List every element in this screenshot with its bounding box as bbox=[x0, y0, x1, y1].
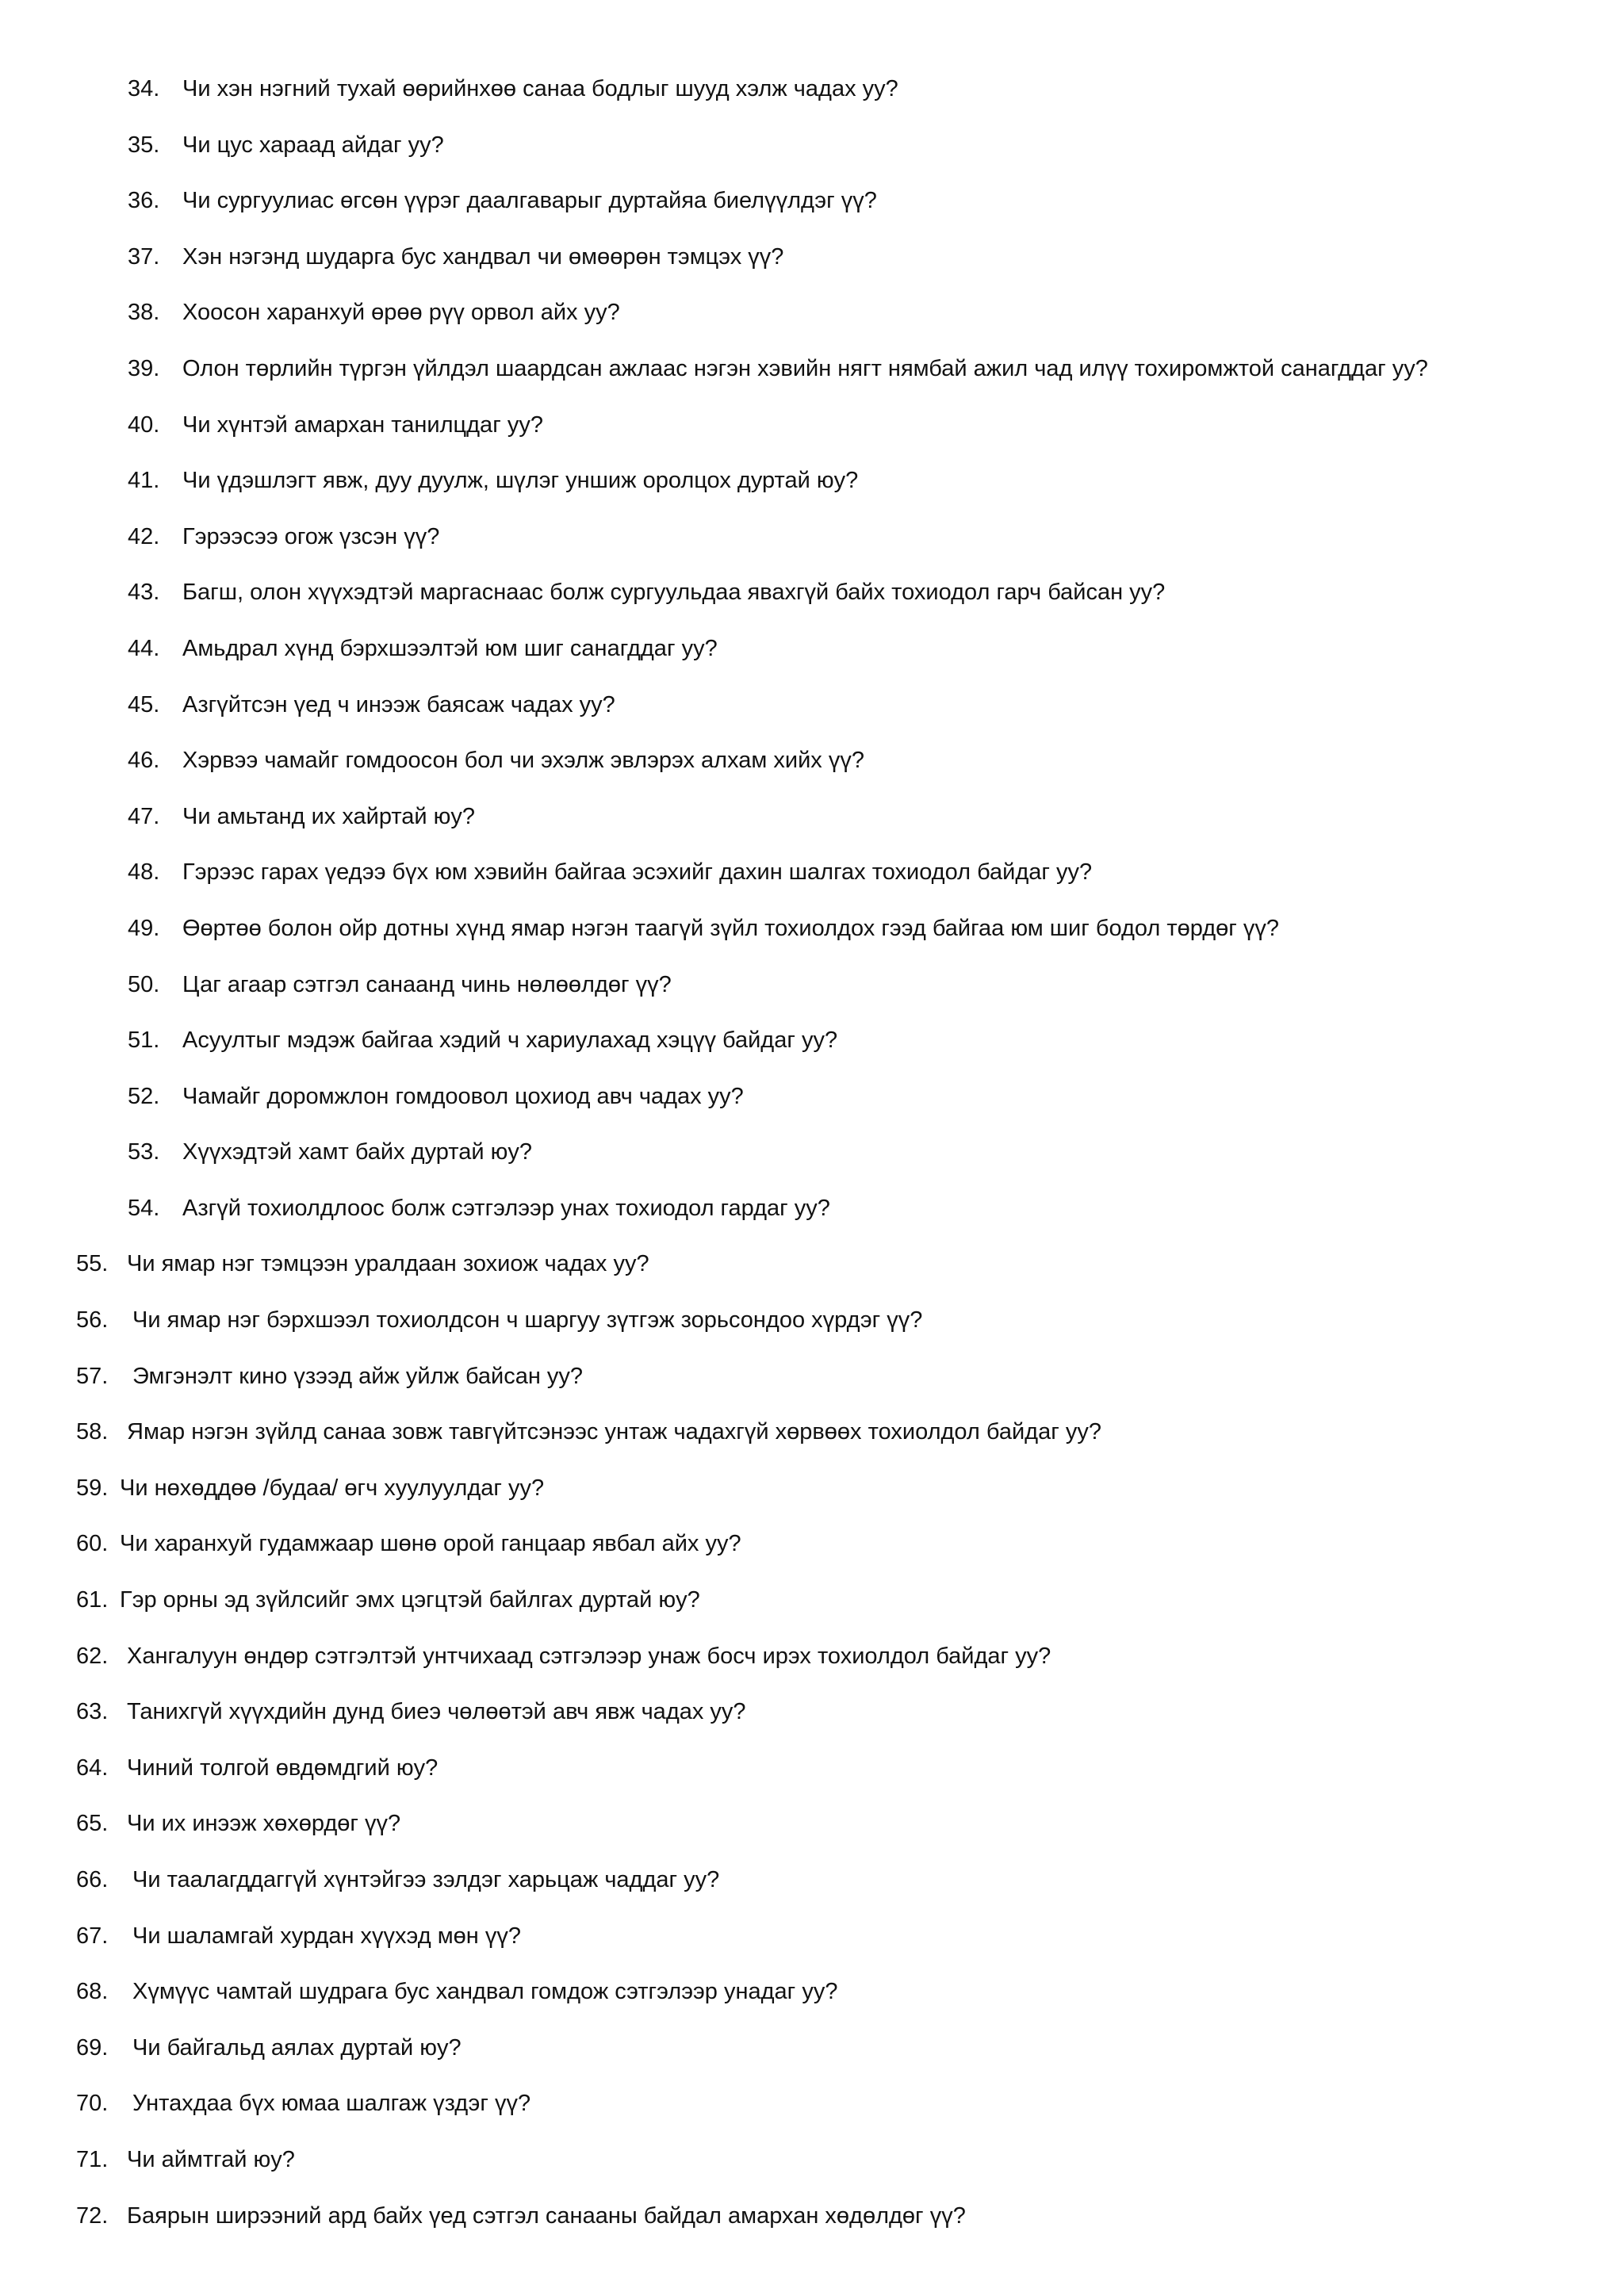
question-text: Чи хэн нэгний тухай өөрийнхөө санаа бодлыг шууд хэлж чадах уу? bbox=[182, 76, 898, 101]
question-number: 41. bbox=[128, 468, 160, 494]
question-text: Хэн нэгэнд шударга бус хандвал чи өмөөрөн тэмцэх үү? bbox=[182, 243, 784, 270]
question-number: 53. bbox=[128, 1139, 160, 1165]
question-item bbox=[0, 970, 1624, 1027]
question-number: 36. bbox=[128, 188, 160, 214]
question-number: 49. bbox=[128, 915, 160, 941]
question-list bbox=[0, 75, 1624, 2257]
question-text: Чи амьтанд их хайртай юу? bbox=[182, 803, 476, 829]
question-text: Чи цус хараад айдаг уу? bbox=[182, 132, 444, 158]
question-item bbox=[0, 914, 1624, 970]
question-item bbox=[0, 411, 1624, 467]
question-item bbox=[0, 1194, 1624, 1250]
question-text: Чи таалагддаггүй хүнтэйгээ зэлдэг харьцаж чаддаг уу? bbox=[132, 1867, 720, 1892]
question-text: Чи ямар нэг бэрхшээл тохиолдсон ч шаргуу зүтгэж зорьсондоо хүрдэг үү? bbox=[132, 1307, 923, 1334]
question-text: Чи сургуулиас өгсөн үүрэг даалгаварыг дуртайяа биелүүлдэг үү? bbox=[182, 188, 877, 214]
question-item bbox=[0, 2089, 1624, 2145]
question-number: 40. bbox=[128, 411, 160, 438]
question-item bbox=[0, 1922, 1624, 1978]
question-item bbox=[0, 746, 1624, 802]
question-number: 47. bbox=[128, 803, 160, 829]
question-number: 71. bbox=[76, 2146, 109, 2172]
question-item bbox=[0, 243, 1624, 299]
question-item bbox=[0, 1362, 1624, 1418]
question-text: Чи аймтгай юу? bbox=[127, 2146, 295, 2172]
question-text: Чиний толгой өвдөмдгий юу? bbox=[127, 1755, 439, 1781]
question-item bbox=[0, 75, 1624, 131]
question-item bbox=[0, 354, 1624, 411]
question-text: Өөртөө болон ойр дотны хүнд ямар нэгэн таагүй зүйл тохиолдох гээд байгаа юм шиг бодол төрдөг үү? bbox=[182, 915, 1280, 941]
question-item bbox=[0, 522, 1624, 579]
question-text: Эмгэнэлт кино үзээд айж уйлж байсан уу? bbox=[132, 1363, 584, 1389]
question-text: Гэр орны эд зүйлсийг эмх цэгцтэй байлгах дуртай юу? bbox=[120, 1587, 700, 1613]
question-text: Чи шаламгай хурдан хүүхэд мөн үү? bbox=[132, 1923, 521, 1949]
question-text: Олон төрлийн түргэн үйлдэл шаардсан ажлаас нэгэн хэвийн нягт нямбай ажил чад илүү тохиромжтой санагддаг уу? bbox=[182, 355, 1428, 381]
question-number: 65. bbox=[76, 1811, 109, 1837]
question-text: Чи их инээж хөхөрдөг үү? bbox=[127, 1811, 401, 1837]
question-text: Асуултыг мэдэж байгаа хэдий ч хариулахад хэцүү байдаг уу? bbox=[182, 1027, 838, 1054]
question-number: 42. bbox=[128, 523, 160, 549]
question-number: 34. bbox=[128, 76, 160, 101]
question-item bbox=[0, 1642, 1624, 1698]
question-text: Хэрвээ чамайг гомдоосон бол чи эхэлж эвлэрэх алхам хийх үү? bbox=[182, 748, 864, 774]
question-number: 58. bbox=[76, 1419, 109, 1445]
question-number: 66. bbox=[76, 1867, 109, 1892]
question-text: Чи хүнтэй амархан танилцдаг уу? bbox=[182, 411, 543, 438]
question-text: Чи ямар нэг тэмцээн уралдаан зохиож чадах уу? bbox=[127, 1251, 649, 1277]
question-item bbox=[0, 1529, 1624, 1586]
question-text: Цаг агаар сэтгэл санаанд чинь нөлөөлдөг үү? bbox=[182, 971, 672, 997]
question-text: Чи харанхуй гудамжаар шөнө орой ганцаар явбал айх уу? bbox=[120, 1531, 741, 1557]
question-item bbox=[0, 1754, 1624, 1810]
question-text: Амьдрал хүнд бэрхшээлтэй юм шиг санагддаг уу? bbox=[182, 635, 718, 661]
question-number: 51. bbox=[128, 1027, 160, 1054]
question-item bbox=[0, 1697, 1624, 1754]
question-number: 35. bbox=[128, 132, 160, 158]
question-text: Ямар нэгэн зүйлд санаа зовж тавгүйтсэнээс унтаж чадахгүй хөрвөөх тохиолдол байдаг уу? bbox=[127, 1419, 1101, 1445]
question-item bbox=[0, 2034, 1624, 2090]
question-item bbox=[0, 858, 1624, 914]
question-item bbox=[0, 131, 1624, 187]
question-text: Хүүхэдтэй хамт байх дуртай юу? bbox=[182, 1139, 532, 1165]
question-item bbox=[0, 691, 1624, 747]
question-number: 43. bbox=[128, 580, 160, 606]
question-number: 60. bbox=[76, 1531, 109, 1557]
question-text: Баярын ширээний ард байх үед сэтгэл санааны байдал амархан хөдөлдөг үү? bbox=[127, 2202, 966, 2229]
question-item bbox=[0, 1586, 1624, 1642]
question-number: 68. bbox=[76, 1979, 109, 2005]
question-number: 39. bbox=[128, 355, 160, 381]
question-item bbox=[0, 298, 1624, 354]
question-text: Чи байгальд аялах дуртай юу? bbox=[132, 2034, 462, 2061]
question-text: Азгүй тохиолдлоос болж сэтгэлээр унах тохиодол гардаг уу? bbox=[182, 1195, 830, 1221]
question-item bbox=[0, 2145, 1624, 2202]
question-number: 44. bbox=[128, 635, 160, 661]
question-number: 46. bbox=[128, 748, 160, 774]
question-item bbox=[0, 1418, 1624, 1474]
question-number: 59. bbox=[76, 1475, 109, 1501]
question-number: 48. bbox=[128, 859, 160, 886]
question-number: 55. bbox=[76, 1251, 109, 1277]
question-number: 50. bbox=[128, 971, 160, 997]
question-item bbox=[0, 1474, 1624, 1530]
question-item bbox=[0, 1306, 1624, 1362]
question-text: Чамайг доромжлон гомдоовол цохиод авч чадах уу? bbox=[182, 1083, 744, 1109]
question-item bbox=[0, 2202, 1624, 2258]
question-text: Чи нөхөддөө /будаа/ өгч хуулуулдаг уу? bbox=[120, 1475, 545, 1501]
question-text: Танихгүй хүүхдийн дунд биеэ чөлөөтэй авч явж чадах уу? bbox=[127, 1699, 746, 1725]
question-number: 64. bbox=[76, 1755, 109, 1781]
question-item bbox=[0, 466, 1624, 522]
question-item bbox=[0, 1866, 1624, 1922]
question-number: 56. bbox=[76, 1307, 109, 1334]
question-number: 52. bbox=[128, 1083, 160, 1109]
question-number: 45. bbox=[128, 691, 160, 718]
question-item bbox=[0, 1977, 1624, 2034]
question-item bbox=[0, 1249, 1624, 1306]
question-item bbox=[0, 1026, 1624, 1082]
question-number: 62. bbox=[76, 1643, 109, 1669]
question-number: 72. bbox=[76, 2202, 109, 2229]
question-text: Багш, олон хүүхэдтэй маргаснаас болж сургуульдаа явахгүй байх тохиодол гарч байсан уу? bbox=[182, 580, 1166, 606]
question-number: 37. bbox=[128, 243, 160, 270]
question-number: 57. bbox=[76, 1363, 109, 1389]
question-number: 69. bbox=[76, 2034, 109, 2061]
question-item bbox=[0, 1082, 1624, 1138]
question-item bbox=[0, 186, 1624, 243]
question-text: Гэрээсээ огож үзсэн үү? bbox=[182, 523, 440, 549]
question-text: Хүмүүс чамтай шудрага бус хандвал гомдож сэтгэлээр унадаг уу? bbox=[132, 1979, 838, 2005]
question-number: 54. bbox=[128, 1195, 160, 1221]
question-text: Хангалуун өндөр сэтгэлтэй унтчихаад сэтгэлээр унаж босч ирэх тохиолдол байдаг уу? bbox=[127, 1643, 1051, 1669]
question-text: Чи үдэшлэгт явж, дуу дуулж, шүлэг уншиж оролцох дуртай юу? bbox=[182, 468, 859, 494]
question-number: 67. bbox=[76, 1923, 109, 1949]
question-number: 61. bbox=[76, 1587, 109, 1613]
question-number: 70. bbox=[76, 2091, 109, 2117]
question-item bbox=[0, 802, 1624, 859]
question-text: Гэрээс гарах үедээ бүх юм хэвийн байгаа эсэхийг дахин шалгах тохиодол байдаг уу? bbox=[182, 859, 1093, 886]
question-number: 38. bbox=[128, 300, 160, 326]
question-item bbox=[0, 634, 1624, 691]
question-number: 63. bbox=[76, 1699, 109, 1725]
question-item bbox=[0, 578, 1624, 634]
question-text: Хоосон харанхуй өрөө рүү орвол айх уу? bbox=[182, 300, 620, 326]
question-text: Унтахдаа бүх юмаа шалгаж үздэг үү? bbox=[132, 2091, 531, 2117]
question-item bbox=[0, 1809, 1624, 1866]
question-text: Азгүйтсэн үед ч инээж баясаж чадах уу? bbox=[182, 691, 615, 718]
question-item bbox=[0, 1138, 1624, 1194]
